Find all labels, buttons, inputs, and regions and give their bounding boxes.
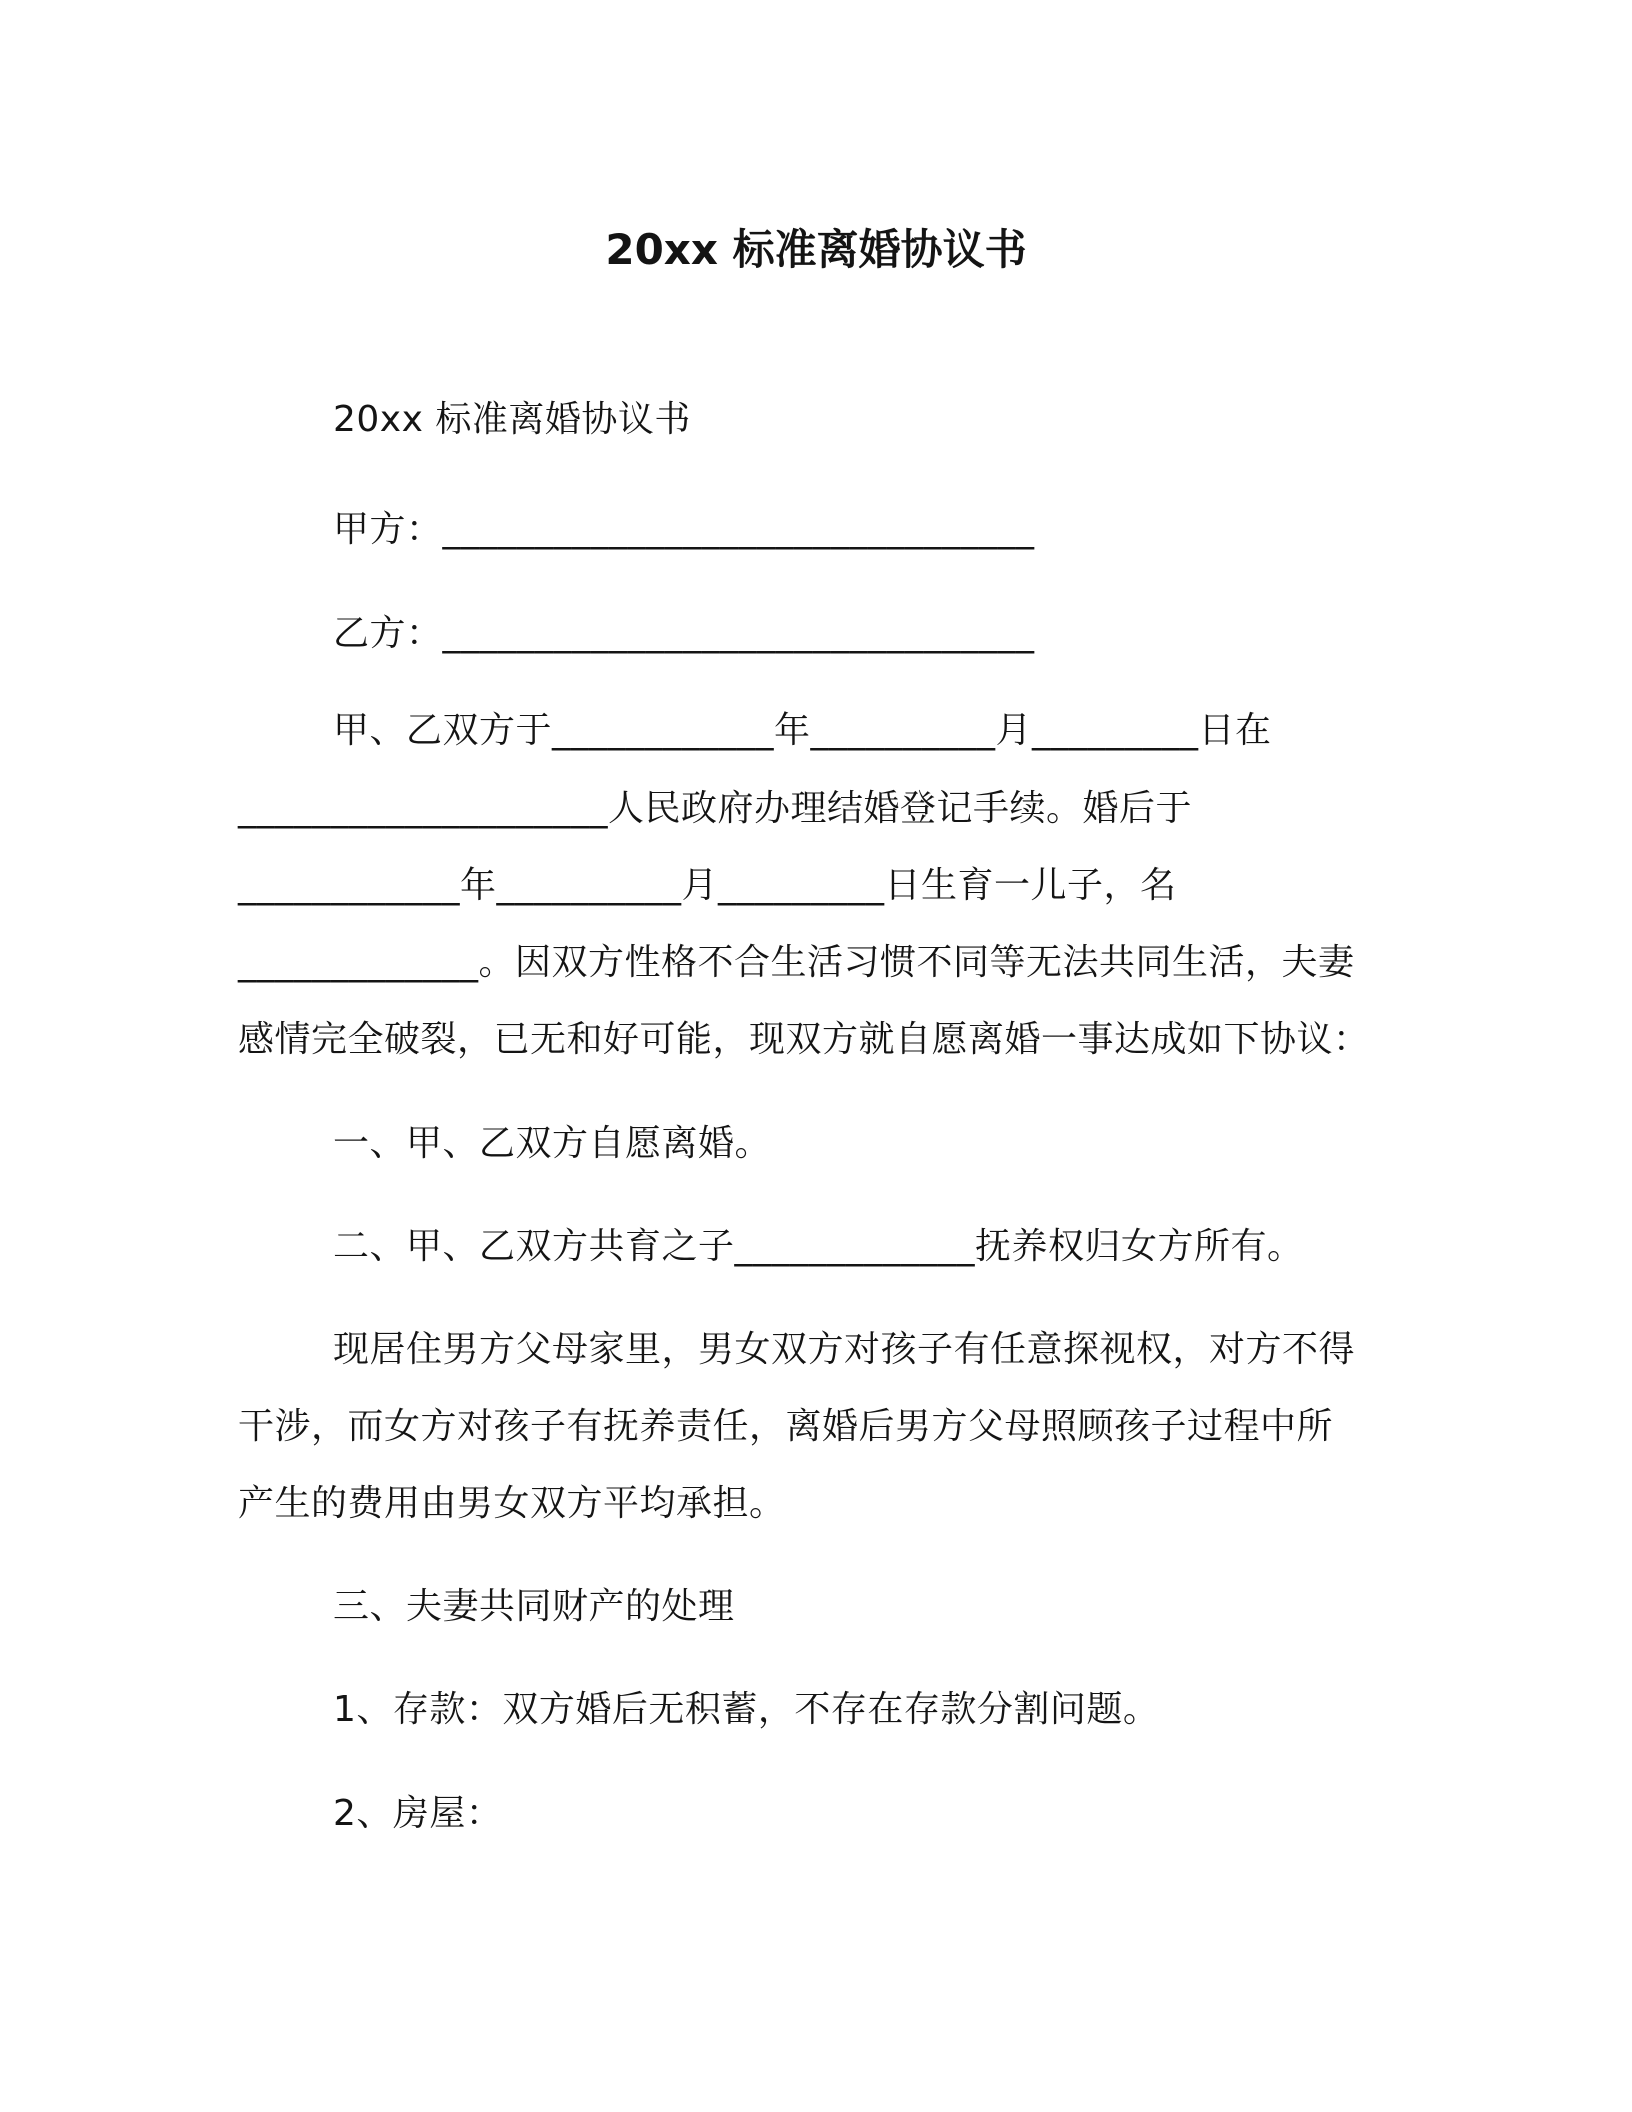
clause-1: 一、甲、乙双方自愿离婚。 — [333, 1123, 772, 1164]
clause-2: 二、甲、乙双方共育之子_____________抚养权归女方所有。 — [333, 1226, 1304, 1267]
item-2: 2、房屋： — [333, 1793, 503, 1834]
custody-line-3: 产生的费用由男女双方平均承担。 — [238, 1483, 786, 1524]
custody-line-1: 现居住男方父母家里，男女双方对孩子有任意探视权，对方不得 — [333, 1329, 1356, 1370]
intro-line-1: 甲、乙双方于____________年__________月_________日在 — [333, 710, 1272, 751]
intro-line-3: ____________年__________月_________日生育一儿子，名 — [238, 865, 1177, 906]
custody-line-2: 干涉，而女方对孩子有抚养责任，离婚后男方父母照顾孩子过程中所 — [238, 1406, 1334, 1447]
item-1: 1、存款：双方婚后无积蓄，不存在存款分割问题。 — [333, 1689, 1160, 1730]
document-subtitle: 20xx 标准离婚协议书 — [333, 399, 691, 440]
intro-line-5: 感情完全破裂，已无和好可能，现双方就自愿离婚一事达成如下协议： — [238, 1019, 1370, 1060]
document-title: 20xx 标准离婚协议书 — [605, 225, 1027, 274]
party-b-line: 乙方：________________________________ — [333, 613, 1035, 654]
intro-line-2: ____________________人民政府办理结婚登记手续。婚后于 — [238, 788, 1193, 829]
intro-line-4: _____________。因双方性格不合生活习惯不同等无法共同生活，夫妻 — [238, 942, 1355, 983]
clause-3: 三、夫妻共同财产的处理 — [333, 1586, 735, 1627]
party-a-line: 甲方：________________________________ — [333, 509, 1035, 550]
